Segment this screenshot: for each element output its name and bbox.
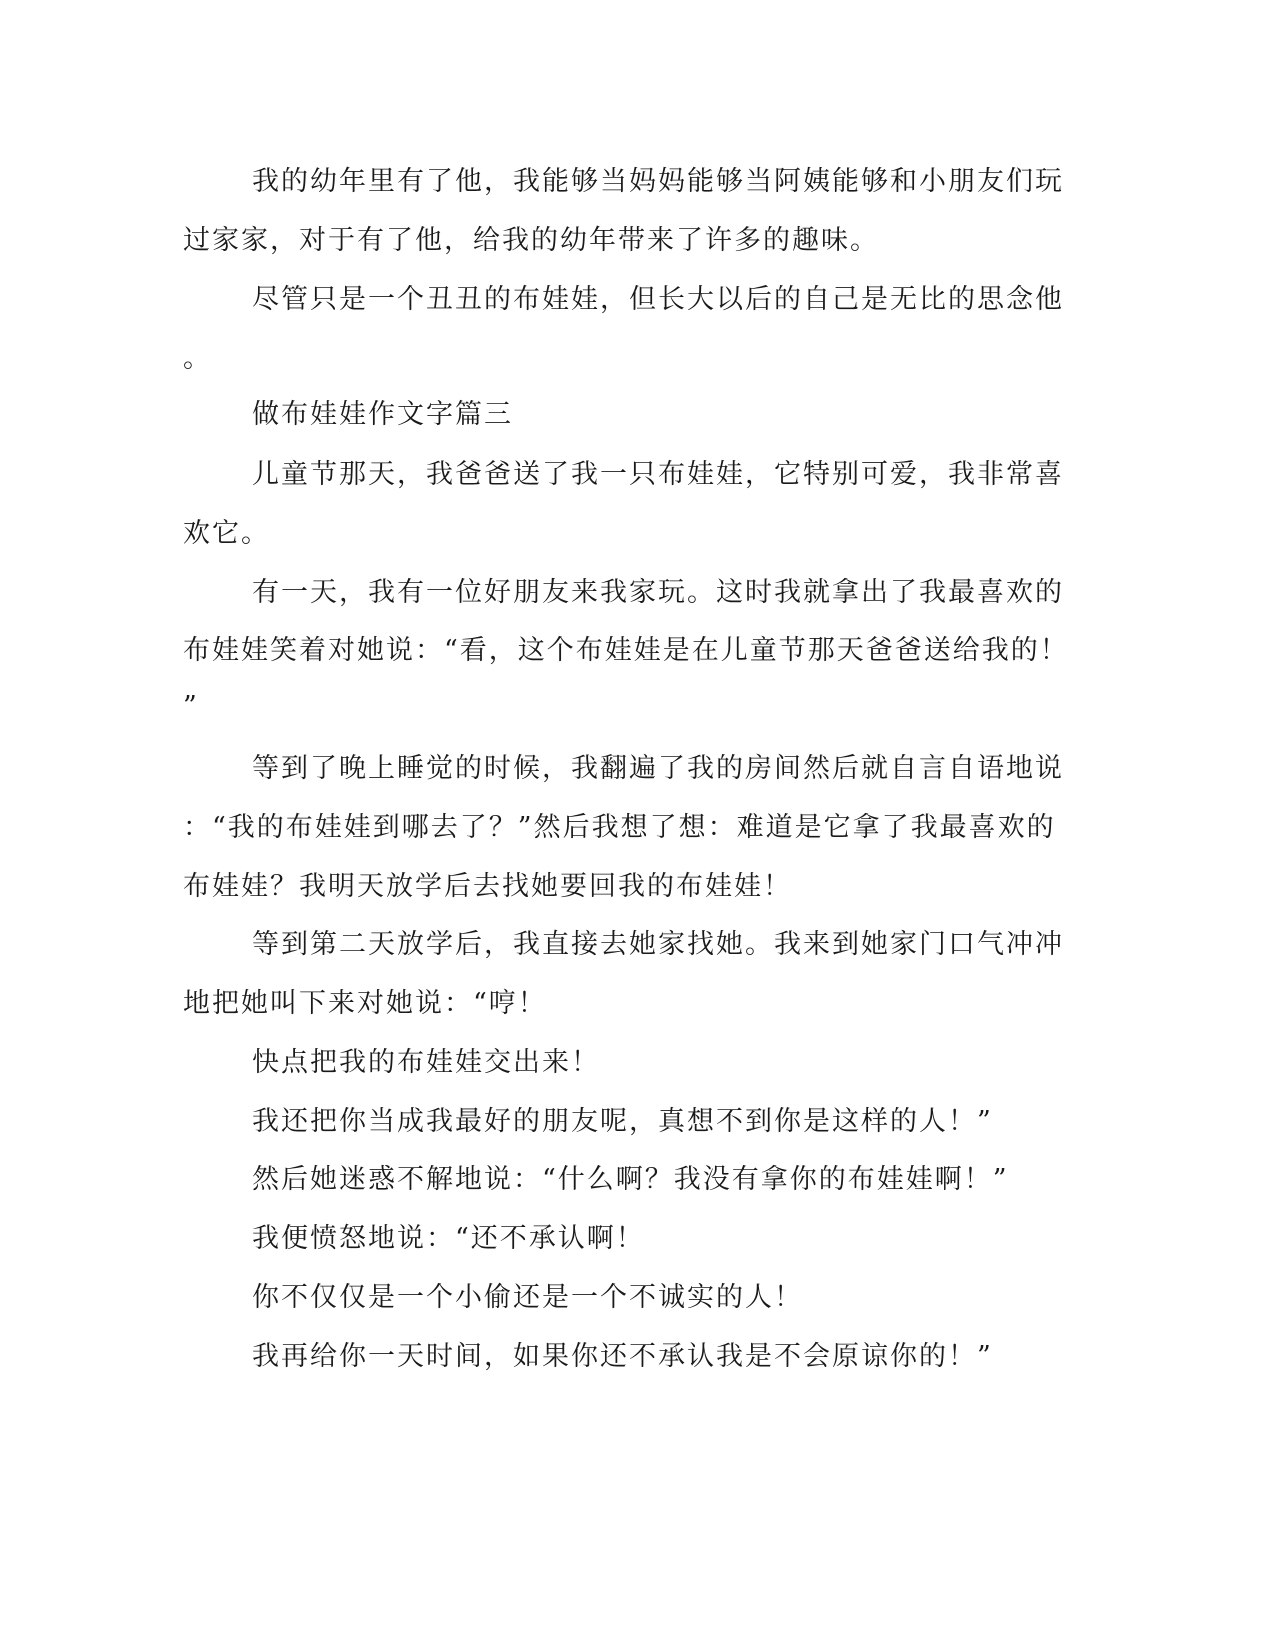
paragraph-line: 地把她叫下来对她说：“哼！ (183, 988, 547, 1019)
paragraph-line: 快点把我的布娃娃交出来！ (252, 1047, 600, 1078)
paragraph-line: 我还把你当成我最好的朋友呢，真想不到你是这样的人！” (252, 1106, 993, 1137)
paragraph-line: 等到第二天放学后，我直接去她家找她。我来到她家门口气冲冲 (252, 929, 1064, 960)
paragraph-line: 。 (183, 343, 212, 374)
paragraph-line: 等到了晚上睡觉的时候，我翻遍了我的房间然后就自言自语地说 (252, 753, 1064, 784)
section-heading: 做布娃娃作文字篇三 (252, 399, 513, 430)
paragraph-line: 儿童节那天，我爸爸送了我一只布娃娃，它特别可爱，我非常喜 (252, 459, 1064, 490)
paragraph-line: 尽管只是一个丑丑的布娃娃，但长大以后的自己是无比的思念他 (252, 284, 1064, 315)
paragraph-line: 过家家，对于有了他，给我的幼年带来了许多的趣味。 (183, 225, 879, 256)
paragraph-line: 布娃娃？我明天放学后去找她要回我的布娃娃！ (183, 871, 792, 902)
paragraph-line: 布娃娃笑着对她说：“看，这个布娃娃是在儿童节那天爸爸送给我的！ (183, 635, 1069, 666)
paragraph-line: 欢它。 (183, 518, 270, 549)
paragraph-line: ” (183, 691, 199, 722)
paragraph-line: 你不仅仅是一个小偷还是一个不诚实的人！ (252, 1282, 803, 1313)
paragraph-line: ：“我的布娃娃到哪去了？”然后我想了想：难道是它拿了我最喜欢的 (183, 812, 1056, 843)
paragraph-line: 我的幼年里有了他，我能够当妈妈能够当阿姨能够和小朋友们玩 (252, 166, 1064, 197)
paragraph-line: 然后她迷惑不解地说：“什么啊？我没有拿你的布娃娃啊！” (252, 1164, 1009, 1195)
paragraph-line: 我便愤怒地说：“还不承认啊！ (252, 1223, 645, 1254)
paragraph-line: 有一天，我有一位好朋友来我家玩。这时我就拿出了我最喜欢的 (252, 577, 1064, 608)
paragraph-line: 我再给你一天时间，如果你还不承认我是不会原谅你的！” (252, 1341, 993, 1372)
